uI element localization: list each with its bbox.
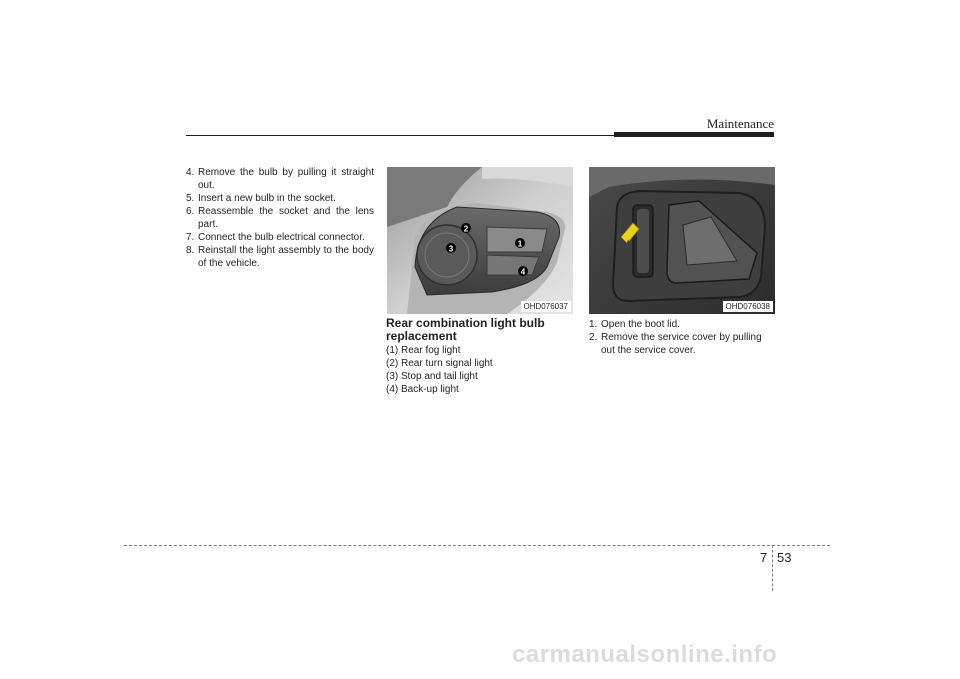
marker-label: 2: [463, 224, 469, 234]
chapter-number: 7: [760, 550, 768, 565]
step-number: 5.: [186, 193, 195, 204]
step-text: Remove the bulb by pulling it straight out.: [198, 167, 374, 191]
page-number: 53: [777, 550, 792, 565]
step-item: [186, 166, 374, 192]
bulb-legend-list: [386, 344, 576, 396]
marker-label: 1: [517, 239, 523, 249]
header-rule-accent: [614, 132, 774, 137]
service-cover-figure: [589, 167, 775, 314]
step-item: [589, 331, 777, 357]
figure-code: OHD076037: [521, 301, 571, 312]
marker-label: 3: [448, 244, 454, 254]
watermark-text: carmanualsonline.info: [512, 641, 778, 668]
right-steps-list: [589, 318, 777, 357]
service-cover-illustration: [589, 167, 775, 314]
step-item: [186, 192, 374, 205]
step-number: 6.: [186, 206, 195, 217]
step-item: [186, 231, 374, 244]
marker-label: 4: [520, 267, 526, 277]
legend-item: (4) Back-up light: [386, 384, 459, 395]
step-text: Reinstall the light assembly to the body of the vehicle.: [198, 245, 374, 269]
legend-item: (3) Stop and tail light: [386, 371, 478, 382]
step-number: 7.: [186, 232, 195, 243]
figure-code: OHD076038: [723, 301, 773, 312]
footer-rule: [124, 545, 830, 546]
step-item: [186, 205, 374, 231]
step-text: Insert a new bulb in the socket.: [198, 193, 336, 204]
step-number: 1.: [589, 319, 598, 330]
step-text: Reassemble the socket and the lens part.: [198, 206, 374, 230]
step-number: 2.: [589, 332, 598, 343]
section-title: Rear combination light bulb replacement: [386, 316, 545, 343]
header-title: Maintenance: [706, 116, 774, 131]
left-steps-list: [186, 166, 374, 270]
step-text: Open the boot lid.: [601, 319, 680, 330]
step-number: 8.: [186, 245, 195, 256]
step-number: 4.: [186, 167, 195, 178]
step-text: Connect the bulb electrical connector.: [198, 232, 365, 243]
footer-divider: [772, 545, 773, 591]
rear-light-illustration: [387, 167, 573, 314]
rear-light-figure: [387, 167, 573, 314]
step-item: [589, 318, 777, 331]
step-item: [186, 244, 374, 270]
step-text: Remove the service cover by pulling out the service cover.: [601, 332, 762, 356]
legend-item: (2) Rear turn signal light: [386, 358, 493, 369]
legend-item: (1) Rear fog light: [386, 345, 461, 356]
